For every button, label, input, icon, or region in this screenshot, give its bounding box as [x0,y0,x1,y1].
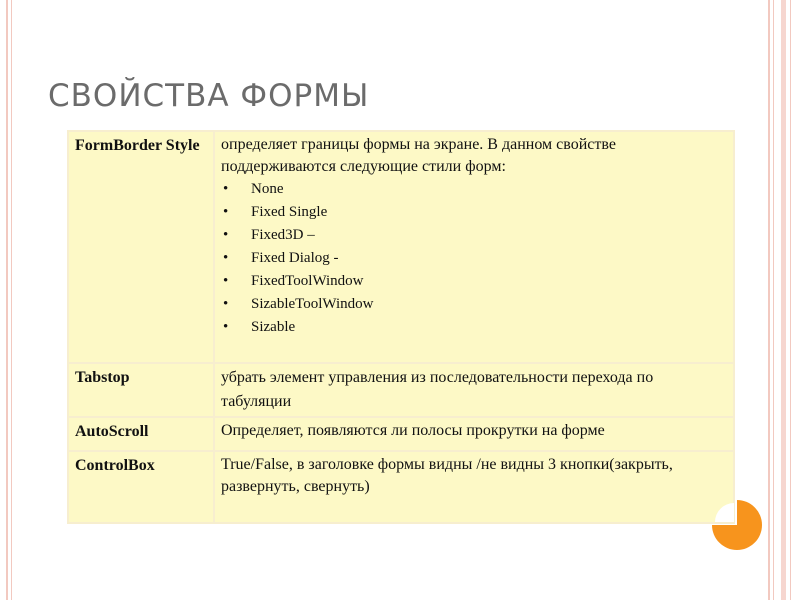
table-row [69,364,733,416]
list-item: • Fixed Dialog - [251,247,727,270]
properties-table [67,130,735,524]
property-name: AutoScroll [69,418,213,450]
property-description: True/False, в заголовке формы видны /не видны 3 кнопки(закрыть, развернуть, свернуть) [215,452,733,522]
table-row [69,452,733,522]
slide-title: СВОЙСТВА ФОРМЫ [48,78,370,114]
frame-line-right [768,0,770,600]
list-item: • FixedToolWindow [251,270,727,293]
frame-line-left-inner [11,0,12,600]
description-text: определяет границы формы на экране. В данном свойстве поддерживаются следующие стили форм: [221,136,616,175]
property-description: Определяет, появляются ли полосы прокрутки на форме [215,418,733,450]
property-name: ControlBox [69,452,213,522]
frame-band-right [781,0,786,600]
list-item: • Fixed Single [251,201,727,224]
frame-line-right-outer [790,0,791,600]
frame-line-right-inner [773,0,774,600]
table-row [69,418,733,450]
list-item: • Fixed3D – [251,224,727,247]
list-item: • None [251,178,727,201]
property-description: убрать элемент управления из последовательности перехода по табуляции [215,364,733,416]
property-name: Tabstop [69,364,213,416]
pie-chart-icon [712,500,762,550]
list-item: • Sizable [251,316,727,339]
table-row [69,132,733,362]
list-item: • SizableToolWindow [251,293,727,316]
style-list [221,178,727,339]
frame-line-left [6,0,8,600]
property-description [215,132,733,362]
property-name: FormBorder Style [69,132,213,362]
